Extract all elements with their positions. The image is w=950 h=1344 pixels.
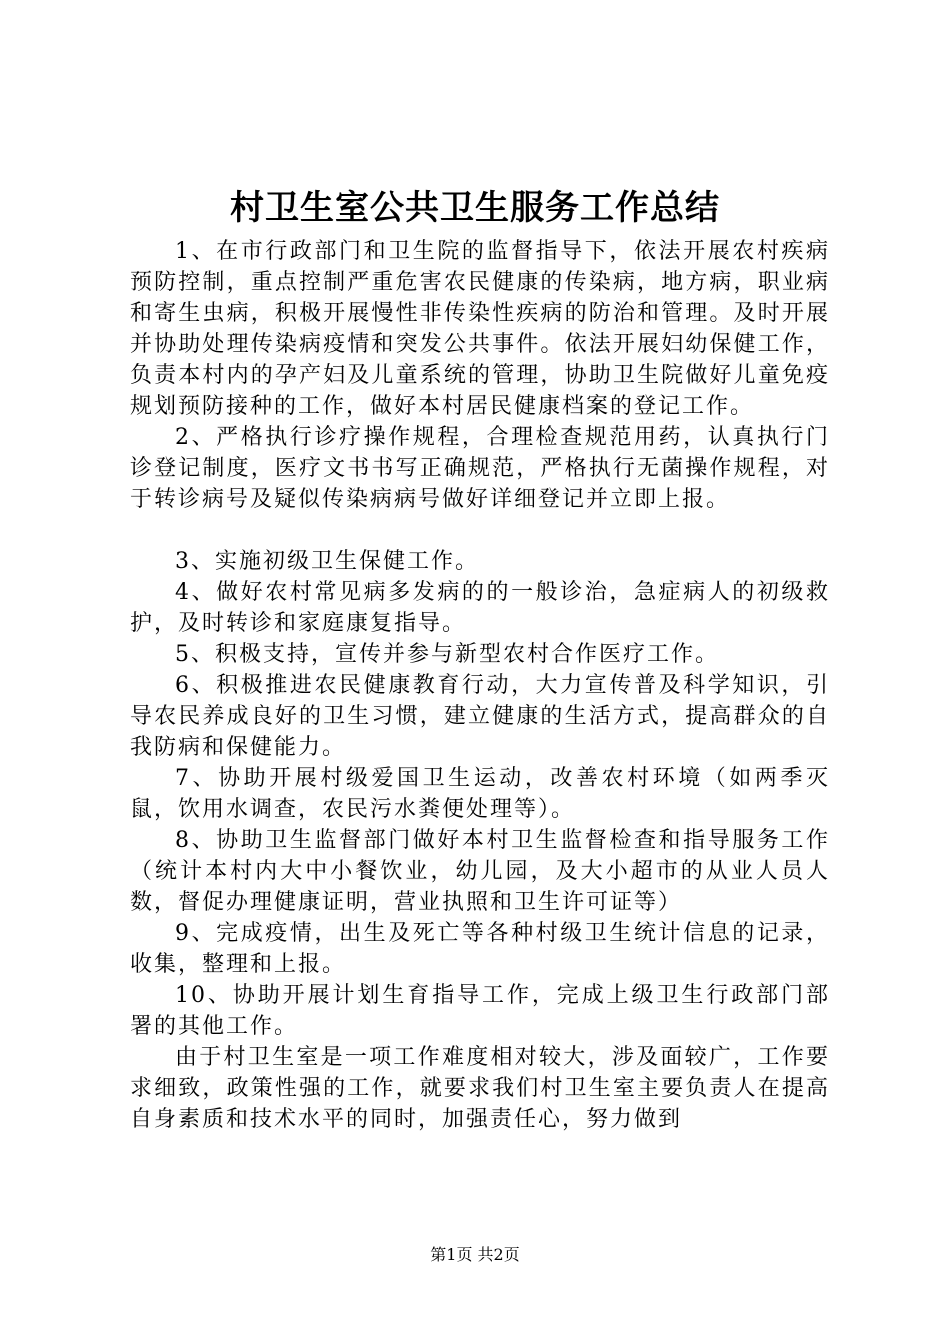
paragraph-1: 1、在市行政部门和卫生院的监督指导下，依法开展农村疾病预防控制，重点控制严重危害农民健康的传染病，地方病，职业病和寄生虫病，积极开展慢性非传染性疾病的防治和管理。及时开展并协助处理传染病疫情和突发公共事件。依法开展妇幼保健工作，负责本村内的孕产妇及儿童系统的管理，协助卫生院做好儿童免疫规划预防接种的工作，做好本村居民健康档案的登记工作。 [130,239,830,419]
paragraph-8: 8、协助卫生监督部门做好本村卫生监督检查和指导服务工作（统计本村内大中小餐饮业，幼儿园，及大小超市的从业人员人数，督促办理健康证明，营业执照和卫生许可证等） [130,828,830,915]
document-title: 村卫生室公共卫生服务工作总结 [230,188,720,228]
page-footer: 第1页 共2页 [430,1245,520,1264]
paragraph-11: 由于村卫生室是一项工作难度相对较大，涉及面较广，工作要求细致，政策性强的工作，就要求我们村卫生室主要负责人在提高自身素质和技术水平的同时，加强责任心，努力做到 [130,1045,830,1132]
paragraph-4: 4、做好农村常见病多发病的的一般诊治，急症病人的初级救护，及时转诊和家庭康复指导。 [130,580,830,636]
document-body [130,236,830,1135]
paragraph-3: 3、实施初级卫生保健工作。 [175,549,479,574]
paragraph-5: 5、积极支持，宣传并参与新型农村合作医疗工作。 [175,642,719,667]
paragraph-2: 2、严格执行诊疗操作规程，合理检查规范用药，认真执行门诊登记制度，医疗文书书写正确规范，严格执行无菌操作规程，对于转诊病号及疑似传染病病号做好详细登记并立即上报。 [130,425,830,512]
paragraph-9: 9、完成疫情，出生及死亡等各种村级卫生统计信息的记录，收集，整理和上报。 [130,921,830,977]
paragraph-7: 7、协助开展村级爱国卫生运动，改善农村环境（如两季灭鼠，饮用水调查，农民污水粪便处理等）。 [130,766,830,822]
paragraph-6: 6、积极推进农民健康教育行动，大力宣传普及科学知识，引导农民养成良好的卫生习惯，建立健康的生活方式，提高群众的自我防病和保健能力。 [130,673,830,760]
paragraph-10: 10、协助开展计划生育指导工作，完成上级卫生行政部门部署的其他工作。 [130,983,830,1039]
